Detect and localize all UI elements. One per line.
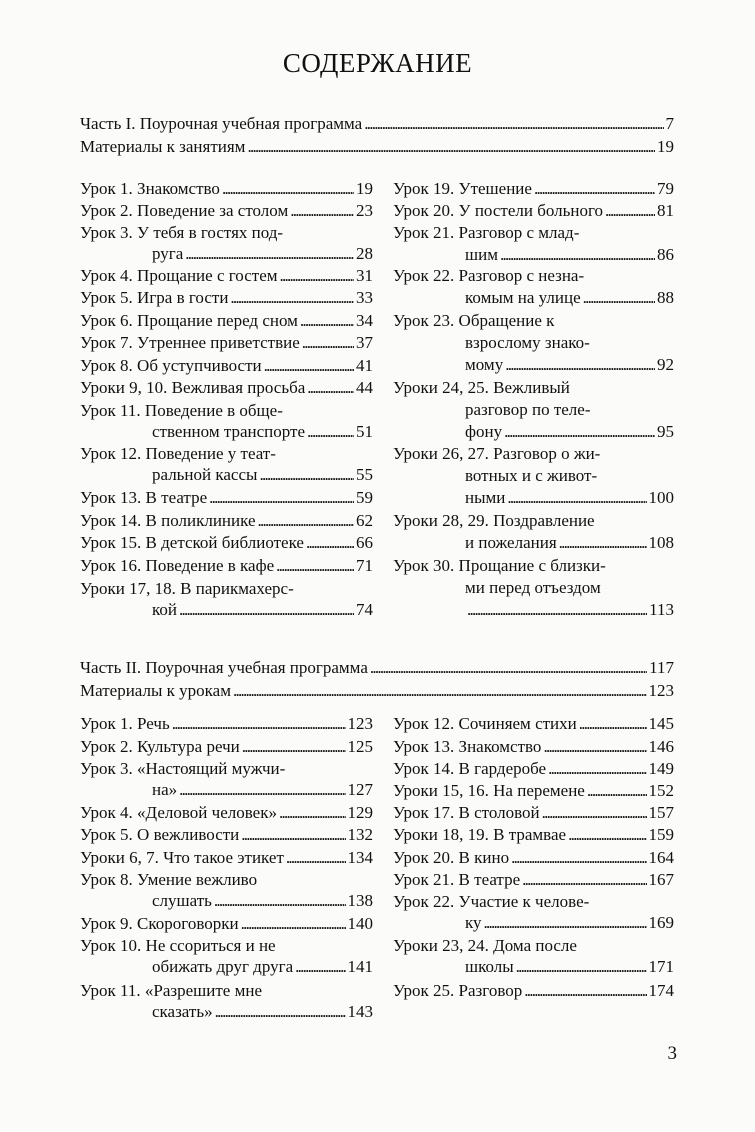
toc-entry-text: Уроки 18, 19. В трамвае	[393, 825, 567, 844]
toc-entry-text: Урок 1. Знакомство	[80, 179, 220, 198]
toc-page-number: 81	[657, 201, 674, 220]
toc-page-number: 44	[356, 378, 373, 397]
toc-entry-text: Урок 12. Поведение у теат-	[80, 444, 276, 463]
toc-page-number: 167	[648, 870, 674, 889]
toc-page-number: 31	[356, 266, 373, 285]
toc-page-number: 117	[649, 658, 674, 677]
toc-page-number: 134	[347, 848, 373, 867]
toc-page-number: 33	[356, 288, 373, 307]
toc-materials1[interactable]	[80, 136, 674, 157]
toc-page-number: 159	[648, 825, 674, 844]
toc-entry-text: Урок 21. Разговор с млад-	[393, 223, 580, 242]
toc-entry-text: ральной кассы	[152, 465, 258, 484]
toc-entry-text: сказать»	[152, 1002, 213, 1021]
toc-entry-text: и пожелания	[465, 533, 557, 552]
toc-entry-text: Урок 8. Умение вежливо	[80, 870, 258, 889]
toc-page-number: 123	[347, 714, 373, 733]
toc-entry-text: Урок 5. Игра в гости	[80, 288, 229, 307]
page-title: СОДЕРЖАНИЕ	[282, 48, 473, 78]
toc-page-number: 152	[648, 781, 674, 800]
toc-page-number: 51	[356, 422, 373, 441]
toc-page-number: 145	[648, 714, 674, 733]
toc-label: Материалы к урокам	[80, 681, 231, 700]
toc-entry-text: Урок 13. Знакомство	[393, 737, 542, 756]
toc-page-number: 164	[648, 848, 674, 867]
toc-page-number: 149	[648, 759, 674, 778]
toc-entry-text: Урок 2. Культура речи	[80, 737, 240, 756]
toc-entry-text: шим	[465, 245, 498, 264]
toc-entry-text: школы	[465, 957, 514, 976]
toc-page-number: 171	[648, 957, 674, 976]
toc-entry-text: Урок 14. В гардеробе	[393, 759, 547, 778]
toc-entry-text: слушать	[152, 891, 212, 910]
toc-page-number: 140	[347, 914, 373, 933]
toc-page-number: 157	[648, 803, 674, 822]
toc-entry-text: Урок 5. О вежливости	[80, 825, 240, 844]
toc-entry-text: Урок 11. «Разрешите мне	[80, 981, 262, 1000]
toc-page-number: 55	[356, 465, 373, 484]
toc-entry-text: Урок 17. В столовой	[393, 803, 540, 822]
toc-page-number: 79	[657, 179, 674, 198]
toc-entry-text: Уроки 28, 29. Поздравление	[393, 511, 595, 530]
toc-part1[interactable]	[80, 113, 674, 134]
toc-entry-text: комым на улице	[465, 288, 581, 307]
toc-page-number: 92	[657, 355, 674, 374]
toc-entry-text: на»	[152, 780, 178, 799]
toc-page-number: 143	[347, 1002, 373, 1021]
toc-entry-text: Урок 20. В кино	[393, 848, 510, 867]
toc-page-number: 19	[657, 137, 674, 156]
toc-entry-text: Урок 7. Утреннее приветствие	[80, 333, 300, 352]
toc-entry-text: Урок 3. «Настоящий мужчи-	[80, 759, 286, 778]
toc-page-number: 141	[347, 957, 373, 976]
toc-entry-text: Урок 11. Поведение в обще-	[80, 401, 283, 420]
toc-page-number: 37	[356, 333, 373, 352]
toc-entry-text: Урок 8. Об уступчивости	[80, 356, 262, 375]
toc-page-number: 7	[665, 114, 674, 133]
toc-page-number: 146	[648, 737, 674, 756]
toc-page-number: 129	[347, 803, 373, 822]
toc-page-number: 41	[356, 356, 373, 375]
toc-page-number: 169	[648, 913, 674, 932]
page-number: 3	[667, 1043, 677, 1064]
toc-page-number: 62	[356, 511, 373, 530]
toc-page-number: 100	[648, 488, 674, 507]
toc-entry-text: взрослому знако-	[465, 333, 590, 352]
toc-entry-text: Уроки 23, 24. Дома после	[393, 936, 577, 955]
toc-entry-text: ными	[465, 488, 506, 507]
toc-label: Часть II. Поурочная учебная программа	[80, 658, 368, 677]
toc-page-number: 59	[356, 488, 373, 507]
toc-page-number: 86	[657, 245, 674, 264]
toc-entry-text: Уроки 15, 16. На перемене	[393, 781, 585, 800]
toc-label: Материалы к занятиям	[80, 137, 246, 156]
toc-entry-text: Урок 4. «Деловой человек»	[80, 803, 277, 822]
toc-page-number: 108	[648, 533, 674, 552]
toc-materials2[interactable]	[80, 680, 674, 701]
toc-entry-text: Урок 4. Прощание с гостем	[80, 266, 278, 285]
toc-page-number: 23	[356, 201, 373, 220]
toc-page-number: 66	[356, 533, 373, 552]
toc-entry-text: Урок 2. Поведение за столом	[80, 201, 289, 220]
toc-page-number: 123	[648, 681, 674, 700]
toc-page-number: 132	[347, 825, 373, 844]
toc-page-number: 174	[648, 981, 674, 1000]
toc-entry-text: кой	[152, 600, 177, 619]
toc-entry-text: Уроки 9, 10. Вежливая просьба	[80, 378, 306, 397]
toc-page-number: 19	[356, 179, 373, 198]
toc-page-number: 28	[356, 244, 373, 263]
toc-entry-text: ми перед отъездом	[465, 578, 601, 597]
toc-entry-text: мому	[465, 355, 504, 374]
toc-entry-text: Уроки 24, 25. Вежливый	[393, 378, 570, 397]
toc-entry-text: Урок 13. В театре	[80, 488, 208, 507]
toc-page-number: 88	[657, 288, 674, 307]
toc-page-number: 34	[356, 311, 373, 330]
toc-label: Часть I. Поурочная учебная программа	[80, 114, 363, 133]
toc-entry-text: Урок 22. Разговор с незна-	[393, 266, 585, 285]
toc-entry-text: Урок 21. В театре	[393, 870, 521, 889]
toc-entry-text: обижать друг друга	[152, 957, 294, 976]
toc-entry-text: Уроки 26, 27. Разговор о жи-	[393, 444, 601, 463]
toc-entry-text: Урок 15. В детской библиотеке	[80, 533, 304, 552]
toc-page-number: 138	[347, 891, 373, 910]
toc-entry-text: ку	[465, 913, 482, 932]
toc-entry-text: Урок 1. Речь	[80, 714, 170, 733]
toc-page-number: 95	[657, 422, 674, 441]
toc-entry-text: Урок 9. Скороговорки	[80, 914, 239, 933]
toc-entry-text: руга	[152, 244, 184, 263]
toc-page-number: 74	[356, 600, 373, 619]
toc-entry-text: Урок 30. Прощание с близки-	[393, 556, 606, 575]
toc-entry-text: Урок 20. У постели больного	[393, 201, 604, 220]
toc-entry-text: Урок 25. Разговор	[393, 981, 523, 1000]
toc-entry-text: Урок 19. Утешение	[393, 179, 532, 198]
toc-entry-text: Урок 10. Не ссориться и не	[80, 936, 276, 955]
toc-entry-text: ственном транспорте	[152, 422, 305, 441]
toc-entry-text: Урок 16. Поведение в кафе	[80, 556, 275, 575]
toc-page-number: 113	[649, 600, 674, 619]
toc-part2[interactable]	[80, 657, 674, 678]
toc-entry-text: Урок 23. Обращение к	[393, 311, 555, 330]
toc-entry-text: вотных и с живот-	[465, 466, 598, 485]
toc-entry-text: Урок 22. Участие к челове-	[393, 892, 590, 911]
toc-entry-text: фону	[465, 422, 503, 441]
toc-page-number: 127	[347, 780, 373, 799]
toc-entry-text: Урок 12. Сочиняем стихи	[393, 714, 577, 733]
toc-entry-text: Уроки 6, 7. Что такое этикет	[80, 848, 284, 867]
toc-entry-text: Урок 6. Прощание перед сном	[80, 311, 298, 330]
toc-entry-text: Урок 3. У тебя в гостях под-	[80, 223, 284, 242]
toc-entry-text: Урок 14. В поликлинике	[80, 511, 256, 530]
toc-entry-text: Уроки 17, 18. В парикмахерс-	[80, 579, 294, 598]
toc-page-number: 71	[356, 556, 373, 575]
toc-entry-text: разговор по теле-	[465, 400, 591, 419]
toc-page-number: 125	[347, 737, 373, 756]
